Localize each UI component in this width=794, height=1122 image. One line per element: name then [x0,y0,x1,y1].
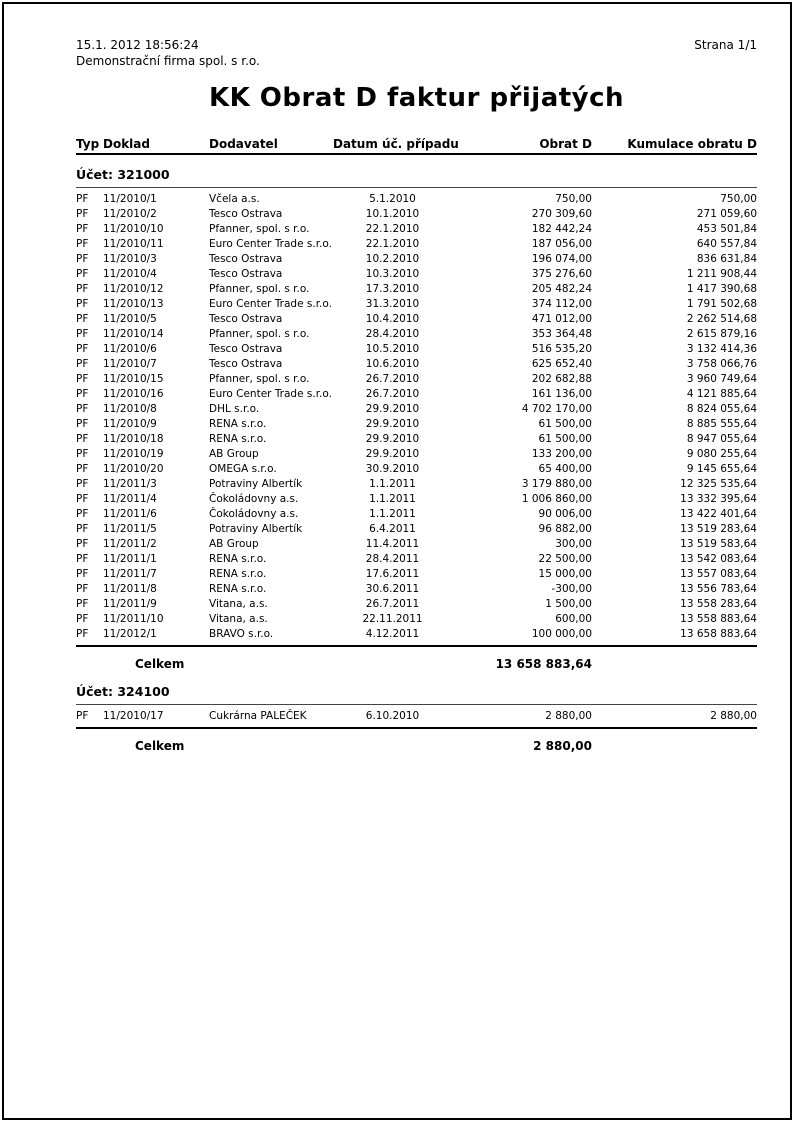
cell-kumulace: 13 658 883,64 [680,628,757,640]
cell-typ: PF [76,598,89,610]
cell-typ: PF [76,343,89,355]
table-row [76,237,757,252]
cell-datum: 10.1.2010 [365,208,420,220]
table-row [76,222,757,237]
cell-typ: PF [76,523,89,535]
cell-doklad: 11/2011/2 [103,538,157,550]
cell-obrat: 133 200,00 [531,448,592,460]
cell-kumulace: 13 519 283,64 [680,523,757,535]
cell-dodavatel: Tesco Ostrava [209,313,283,325]
cell-kumulace: 13 422 401,64 [680,508,757,520]
cell-obrat: 625 652,40 [531,358,592,370]
cell-doklad: 11/2010/20 [103,463,164,475]
cell-typ: PF [76,613,89,625]
report-sections [76,167,757,754]
total-rule [76,645,757,647]
cell-kumulace: 13 519 583,64 [680,538,757,550]
cell-kumulace: 2 615 879,16 [686,328,757,340]
cell-datum: 26.7.2011 [365,598,420,610]
cell-datum: 5.1.2010 [369,193,416,205]
table-row [76,417,757,432]
cell-datum: 22.11.2011 [362,613,423,625]
cell-doklad: 11/2010/12 [103,283,164,295]
table-row [76,192,757,207]
cell-kumulace: 8 824 055,64 [686,403,757,415]
cell-dodavatel: Tesco Ostrava [209,268,283,280]
cell-doklad: 11/2012/1 [103,628,157,640]
cell-datum: 26.7.2010 [365,373,420,385]
cell-typ: PF [76,508,89,520]
cell-obrat: 90 006,00 [538,508,592,520]
table-row [76,342,757,357]
cell-dodavatel: Pfanner, spol. s r.o. [209,283,310,295]
report-content [4,37,790,754]
column-header-doklad: Doklad [103,137,150,151]
company-name: Demonstrační firma spol. s r.o. [76,54,260,68]
print-datetime: 15.1. 2012 18:56:24 [76,38,199,52]
section-rule [76,187,757,188]
cell-doklad: 11/2010/13 [103,298,164,310]
cell-obrat: 353 364,48 [531,328,592,340]
cell-obrat: 202 682,88 [531,373,592,385]
table-row [76,402,757,417]
cell-dodavatel: Euro Center Trade s.r.o. [209,388,332,400]
cell-datum: 28.4.2011 [365,553,420,565]
cell-doklad: 11/2010/1 [103,193,157,205]
cell-obrat: -300,00 [551,583,592,595]
account-heading: Účet: 324100 [76,684,170,699]
cell-doklad: 11/2010/6 [103,343,157,355]
cell-dodavatel: Vitana, a.s. [209,598,268,610]
cell-doklad: 11/2011/7 [103,568,157,580]
cell-dodavatel: BRAVO s.r.o. [209,628,274,640]
cell-datum: 10.5.2010 [365,343,420,355]
cell-typ: PF [76,328,89,340]
cell-dodavatel: Vitana, a.s. [209,613,268,625]
table-row [76,447,757,462]
cell-kumulace: 9 080 255,64 [686,448,757,460]
cell-typ: PF [76,388,89,400]
cell-datum: 26.7.2010 [365,388,420,400]
table-row [76,252,757,267]
cell-typ: PF [76,358,89,370]
page-header [76,37,757,69]
cell-typ: PF [76,463,89,475]
cell-kumulace: 8 885 555,64 [686,418,757,430]
table-row [76,492,757,507]
cell-typ: PF [76,583,89,595]
cell-kumulace: 13 556 783,64 [680,583,757,595]
table-header-row [76,137,757,152]
cell-dodavatel: Euro Center Trade s.r.o. [209,238,332,250]
cell-obrat: 22 500,00 [538,553,592,565]
table-row [76,207,757,222]
cell-doklad: 11/2010/14 [103,328,164,340]
account-section [76,167,757,672]
table-row [76,612,757,627]
section-rows [76,709,757,724]
cell-obrat: 161 136,00 [531,388,592,400]
cell-kumulace: 3 960 749,64 [686,373,757,385]
table-row [76,267,757,282]
cell-doklad: 11/2011/9 [103,598,157,610]
cell-dodavatel: Čokoládovny a.s. [209,508,299,520]
cell-kumulace: 9 145 655,64 [686,463,757,475]
cell-typ: PF [76,223,89,235]
cell-dodavatel: Euro Center Trade s.r.o. [209,298,332,310]
cell-kumulace: 271 059,60 [696,208,757,220]
cell-dodavatel: AB Group [209,538,259,550]
cell-datum: 10.2.2010 [365,253,420,265]
cell-typ: PF [76,313,89,325]
cell-typ: PF [76,373,89,385]
cell-doklad: 11/2011/3 [103,478,157,490]
cell-dodavatel: Potraviny Albertík [209,523,303,535]
column-header-obrat: Obrat D [539,137,592,151]
cell-doklad: 11/2010/18 [103,433,164,445]
cell-datum: 29.9.2010 [365,418,420,430]
cell-obrat: 374 112,00 [531,298,592,310]
cell-typ: PF [76,568,89,580]
cell-datum: 30.6.2011 [365,583,420,595]
section-rows [76,192,757,642]
cell-obrat: 270 309,60 [531,208,592,220]
cell-doklad: 11/2011/1 [103,553,157,565]
column-header-datum: Datum úč. případu [333,137,459,151]
cell-datum: 11.4.2011 [365,538,420,550]
table-row [76,357,757,372]
cell-dodavatel: Tesco Ostrava [209,358,283,370]
cell-typ: PF [76,208,89,220]
cell-datum: 17.6.2011 [365,568,420,580]
cell-doklad: 11/2010/16 [103,388,164,400]
cell-doklad: 11/2010/10 [103,223,164,235]
page-header-left [76,37,260,69]
cell-doklad: 11/2010/4 [103,268,157,280]
cell-obrat: 61 500,00 [538,433,592,445]
column-header-dodavatel: Dodavatel [209,137,278,151]
cell-kumulace: 836 631,84 [696,253,757,265]
cell-doklad: 11/2010/7 [103,358,157,370]
cell-datum: 31.3.2010 [365,298,420,310]
cell-datum: 10.4.2010 [365,313,420,325]
cell-typ: PF [76,238,89,250]
cell-datum: 4.12.2011 [365,628,420,640]
cell-doklad: 11/2011/6 [103,508,157,520]
cell-doklad: 11/2010/5 [103,313,157,325]
column-header-typ: Typ [76,137,100,151]
cell-typ: PF [76,283,89,295]
table-row [76,432,757,447]
cell-kumulace: 13 557 083,64 [680,568,757,580]
cell-typ: PF [76,193,89,205]
cell-kumulace: 8 947 055,64 [686,433,757,445]
cell-obrat: 300,00 [555,538,592,550]
cell-dodavatel: RENA s.r.o. [209,433,267,445]
cell-obrat: 100 000,00 [531,628,592,640]
table-row [76,282,757,297]
cell-dodavatel: RENA s.r.o. [209,553,267,565]
column-header-kumulace: Kumulace obratu D [627,137,757,151]
cell-typ: PF [76,403,89,415]
cell-kumulace: 453 501,84 [696,223,757,235]
cell-datum: 30.9.2010 [365,463,420,475]
cell-obrat: 187 056,00 [531,238,592,250]
cell-dodavatel: Čokoládovny a.s. [209,493,299,505]
table-row [76,507,757,522]
cell-kumulace: 3 758 066,76 [686,358,757,370]
cell-dodavatel: Tesco Ostrava [209,208,283,220]
table-row [76,552,757,567]
cell-doklad: 11/2011/5 [103,523,157,535]
cell-datum: 6.10.2010 [365,710,420,722]
cell-dodavatel: Pfanner, spol. s r.o. [209,373,310,385]
cell-obrat: 1 500,00 [545,598,592,610]
cell-datum: 6.4.2011 [369,523,416,535]
report-title: KK Obrat D faktur přijatých [208,83,625,113]
cell-typ: PF [76,268,89,280]
cell-datum: 22.1.2010 [365,223,420,235]
cell-obrat: 15 000,00 [538,568,592,580]
cell-doklad: 11/2010/9 [103,418,157,430]
cell-obrat: 516 535,20 [531,343,592,355]
cell-datum: 1.1.2011 [369,508,416,520]
cell-kumulace: 640 557,84 [696,238,757,250]
table-row [76,522,757,537]
cell-kumulace: 1 417 390,68 [686,283,757,295]
cell-dodavatel: AB Group [209,448,259,460]
cell-typ: PF [76,448,89,460]
cell-dodavatel: Pfanner, spol. s r.o. [209,223,310,235]
cell-kumulace: 750,00 [720,193,757,205]
cell-kumulace: 2 262 514,68 [686,313,757,325]
cell-obrat: 375 276,60 [531,268,592,280]
cell-kumulace: 3 132 414,36 [686,343,757,355]
total-rule [76,727,757,729]
cell-doklad: 11/2011/4 [103,493,157,505]
cell-doklad: 11/2010/17 [103,710,164,722]
cell-datum: 1.1.2011 [369,478,416,490]
cell-kumulace: 2 880,00 [710,710,757,722]
cell-doklad: 11/2010/8 [103,403,157,415]
cell-obrat: 65 400,00 [538,463,592,475]
cell-typ: PF [76,710,89,722]
cell-obrat: 2 880,00 [545,710,592,722]
cell-obrat: 61 500,00 [538,418,592,430]
cell-doklad: 11/2010/11 [103,238,164,250]
cell-dodavatel: DHL s.r.o. [209,403,260,415]
report-page [2,2,792,1120]
cell-dodavatel: Včela a.s. [209,193,260,205]
table-row [76,462,757,477]
cell-dodavatel: RENA s.r.o. [209,568,267,580]
cell-obrat: 471 012,00 [531,313,592,325]
cell-datum: 17.3.2010 [365,283,420,295]
cell-obrat: 182 442,24 [531,223,592,235]
cell-doklad: 11/2010/19 [103,448,164,460]
cell-datum: 22.1.2010 [365,238,420,250]
cell-typ: PF [76,418,89,430]
cell-datum: 28.4.2010 [365,328,420,340]
cell-kumulace: 13 542 083,64 [680,553,757,565]
table-row [76,312,757,327]
table-row [76,597,757,612]
cell-kumulace: 13 332 395,64 [680,493,757,505]
table-row [76,627,757,642]
cell-obrat: 205 482,24 [531,283,592,295]
cell-kumulace: 12 325 535,64 [680,478,757,490]
cell-datum: 29.9.2010 [365,403,420,415]
cell-datum: 29.9.2010 [365,433,420,445]
cell-typ: PF [76,538,89,550]
table-row [76,387,757,402]
cell-doklad: 11/2010/2 [103,208,157,220]
table-row [76,537,757,552]
section-rule [76,704,757,705]
cell-kumulace: 13 558 883,64 [680,613,757,625]
account-heading: Účet: 321000 [76,167,170,182]
cell-typ: PF [76,553,89,565]
cell-dodavatel: Cukrárna PALEČEK [209,710,307,722]
cell-obrat: 750,00 [555,193,592,205]
cell-datum: 10.6.2010 [365,358,420,370]
cell-dodavatel: RENA s.r.o. [209,583,267,595]
cell-doklad: 11/2011/8 [103,583,157,595]
table-row [76,327,757,342]
table-row [76,709,757,724]
table-row [76,477,757,492]
cell-dodavatel: RENA s.r.o. [209,418,267,430]
table-row [76,582,757,597]
cell-obrat: 4 702 170,00 [521,403,592,415]
cell-kumulace: 13 558 283,64 [680,598,757,610]
section-total-row [76,657,757,672]
cell-obrat: 196 074,00 [531,253,592,265]
cell-dodavatel: Pfanner, spol. s r.o. [209,328,310,340]
cell-kumulace: 1 791 502,68 [686,298,757,310]
cell-datum: 1.1.2011 [369,493,416,505]
cell-datum: 29.9.2010 [365,448,420,460]
cell-datum: 10.3.2010 [365,268,420,280]
header-rule [76,153,757,155]
account-section [76,684,757,754]
total-value: 13 658 883,64 [495,657,592,671]
cell-dodavatel: Potraviny Albertík [209,478,303,490]
cell-dodavatel: OMEGA s.r.o. [209,463,277,475]
cell-typ: PF [76,493,89,505]
cell-obrat: 600,00 [555,613,592,625]
cell-typ: PF [76,433,89,445]
cell-kumulace: 1 211 908,44 [686,268,757,280]
cell-doklad: 11/2010/15 [103,373,164,385]
section-total-row [76,739,757,754]
cell-dodavatel: Tesco Ostrava [209,253,283,265]
cell-obrat: 1 006 860,00 [521,493,592,505]
total-label: Celkem [135,739,185,753]
table-row [76,372,757,387]
table-row [76,567,757,582]
page-number: Strana 1/1 [694,38,757,52]
cell-doklad: 11/2010/3 [103,253,157,265]
total-value: 2 880,00 [533,739,592,753]
cell-typ: PF [76,298,89,310]
cell-typ: PF [76,253,89,265]
cell-kumulace: 4 121 885,64 [686,388,757,400]
cell-typ: PF [76,478,89,490]
table-row [76,297,757,312]
cell-doklad: 11/2011/10 [103,613,164,625]
cell-typ: PF [76,628,89,640]
cell-dodavatel: Tesco Ostrava [209,343,283,355]
total-label: Celkem [135,657,185,671]
cell-obrat: 3 179 880,00 [521,478,592,490]
cell-obrat: 96 882,00 [538,523,592,535]
